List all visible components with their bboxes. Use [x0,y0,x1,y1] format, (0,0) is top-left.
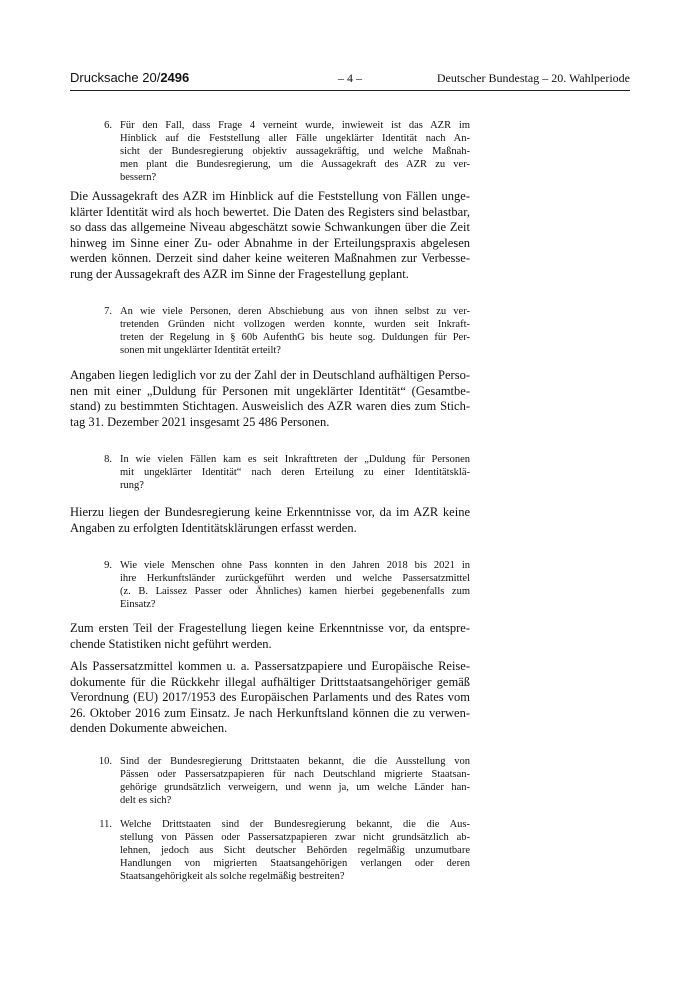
text-line: rung der Aussagekraft des AZR im Sinne der Fragestellung geplant. [70,266,409,281]
answer-paragraph [70,368,470,430]
question-block [104,119,470,184]
text-line: delt es sich? [120,795,172,806]
text-line: Welche Drittstaaten sind der Bundesregierung bekannt, die die Aus- [120,819,470,830]
text-line: mit ungeklärter Identität“ nach deren Erteilung zu einer Identitätsklä- [120,467,470,478]
answer-paragraph [70,621,470,652]
text-line: Angaben zu erfolgten Identitätsklärungen erfasst werden. [70,520,357,535]
text-line: An wie viele Personen, deren Abschiebung aus von ihnen selbst zu ver- [120,306,470,317]
question-number: 6. [104,120,112,131]
institution-label: Deutscher Bundestag – 20. Wahlperiode [436,71,630,85]
text-line: Für den Fall, dass Frage 4 verneint wurde, inwieweit ist das AZR im [120,120,470,131]
text-line: tag 31. Dezember 2021 insgesamt 25 486 Personen. [70,414,330,429]
text-line: bessern? [120,172,157,183]
question-block [99,818,470,883]
text-line: Verordnung (EU) 2017/1953 des Europäischen Parlaments und des Rates vom [70,690,470,704]
text-line: so dass das allgemeine Niveau abgeschätzt sowie Schwankungen über die Zeit [70,220,470,234]
question-number: 7. [104,306,112,317]
text-line: sicht der Bundesregierung objektiv aussagekräftig, und welche Maßnah- [120,146,470,157]
question-block [104,559,470,611]
text-line: Zum ersten Teil der Fragestellung liegen keine Erkenntnisse vor, da entspre- [70,621,470,635]
question-block [104,305,470,357]
text-line: Pässen oder Passersatzpapieren für nach Deutschland migrierte Staatsan- [120,769,470,780]
text-line: Hierzu liegen der Bundesregierung keine Erkenntnisse vor, da im AZR keine [70,505,470,519]
text-line: men plant die Bundesregierung, um die Aussagekraft des AZR zu ver- [120,159,470,170]
answer-paragraph [70,659,470,737]
answer-paragraph [70,189,470,282]
question-number: 11. [99,819,112,830]
text-line: Hinblick auf die Feststellung aller Fälle ungeklärter Identität nach An- [120,133,470,144]
text-line: stand) zu bestimmten Stichtagen. Ausweislich des AZR waren dies zum Stich- [70,399,470,413]
text-line: stellung von Pässen oder Passersatzpapieren zwar nicht grundsätzlich ab- [120,832,470,843]
text-line: werden können. Derzeit sind daher keine weiteren Maßnahmen zur Verbesse- [70,251,470,265]
text-line: rung? [120,480,144,491]
text-line: sonen mit ungeklärter Identität erteilt? [120,345,281,356]
text-line: Staatsangehörigkeit als solche regelmäßig bestreiten? [120,871,345,882]
text-line: Die Aussagekraft des AZR im Hinblick auf die Feststellung von Fällen unge- [70,189,470,203]
text-line: Wie viele Menschen ohne Pass konnten in den Jahren 2018 bis 2021 in [120,560,470,571]
text-line: treten der Regelung in § 60b AufenthG bis heute sog. Duldungen für Per- [120,332,470,343]
text-line: (z. B. Laissez Passer oder Ähnliches) kamen hierbei gegebenenfalls zum [120,586,470,597]
text-line: Sind der Bundesregierung Drittstaaten bekannt, die die Ausstellung von [120,756,470,767]
page-header [70,70,630,91]
document-number: 2496 [160,70,190,85]
text-line: tretenden Gründen nicht vollzogen werden konnte, wurden seit Inkraft- [120,319,470,330]
text-line: Einsatz? [120,599,156,610]
text-line: denden Dokumente abweichen. [70,721,228,735]
text-line: Angaben liegen lediglich vor zu der Zahl der in Deutschland aufhältigen Perso- [70,368,470,382]
text-line: Handlungen von migrierten Staatsangehörigen verlangen oder deren [120,858,470,869]
document-label-prefix: Drucksache 20/ [70,70,161,85]
text-line: lehnen, jedoch aus Sicht deutscher Behörden regelmäßig unzumutbare [120,845,470,856]
text-line: klärter Identität wird als hoch bewertet. Die Daten des Registers sind belastbar, [70,204,470,219]
question-number: 9. [104,560,112,571]
question-block [98,755,470,807]
text-line: nen mit einer „Duldung für Personen mit ungeklärter Identität“ (Gesamtbe- [70,383,470,398]
text-line: Als Passersatzmittel kommen u. a. Passersatzpapiere und Europäische Reise- [70,659,470,673]
text-line: ihre Herkunftsländer zurückgeführt werden und welche Passersatzmittel [120,573,470,584]
text-line: dokumente für die Rückkehr illegal aufhältiger Drittstaatsangehöriger gemäß [70,674,470,689]
question-number: 10. [98,756,112,767]
text-line: 26. Oktober 2016 zum Einsatz. Je nach Herkunftsland können die zu verwen- [70,705,470,720]
question-number: 8. [104,454,112,465]
text-line: In wie vielen Fällen kam es seit Inkrafttreten der „Duldung für Personen [120,454,470,465]
question-block [104,453,470,492]
text-line: hinweg im Sinne einer Zu- oder Abnahme in der Erteilungspraxis abgelesen [70,235,470,250]
text-line: chende Statistiken nicht geführt werden. [70,636,272,651]
answer-paragraph [70,505,470,536]
text-line: gehörige grundsätzlich verweigern, und wenn ja, um welche Länder han- [120,782,470,793]
page-number: – 4 – [338,71,362,85]
